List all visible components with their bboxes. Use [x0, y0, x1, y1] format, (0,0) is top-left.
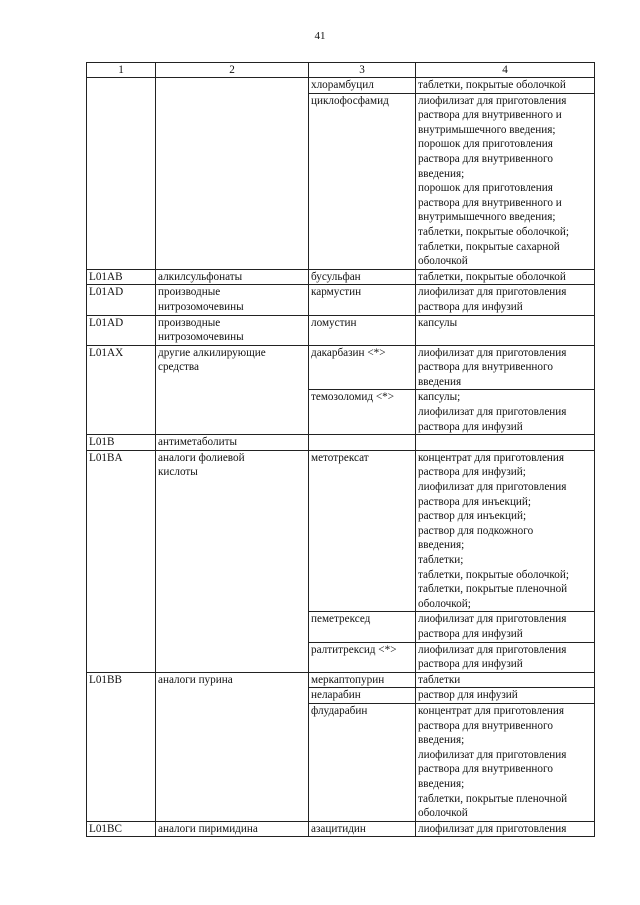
drug-cell	[309, 435, 416, 451]
drug-cell	[309, 269, 416, 285]
dosage-form-line: введения;	[418, 777, 465, 790]
dosage-form-line: концентрат для приготовления	[418, 704, 565, 717]
page-number: 41	[314, 30, 326, 42]
group-line: аналоги пурина	[158, 673, 233, 686]
drug-name: бусульфан	[311, 270, 361, 283]
drug-cell	[309, 688, 416, 704]
drug-name: ломустин	[311, 316, 357, 329]
table-row	[87, 821, 595, 837]
column-header-4: 4	[416, 63, 595, 78]
dosage-form-line: раствора для инфузий;	[418, 466, 526, 479]
drug-name: меркаптопурин	[311, 673, 385, 686]
drug-name: азацитидин	[311, 822, 366, 835]
dosage-form-line: раствора для инфузий	[418, 420, 523, 433]
atc-code-cell	[87, 345, 156, 435]
drug-cell	[309, 345, 416, 390]
drug-name: темозоломид <*>	[311, 391, 395, 404]
table-row	[87, 450, 595, 612]
column-header-1: 1	[87, 63, 156, 78]
dosage-form-line: раствора для внутривенного и	[418, 196, 562, 209]
atc-code-cell	[87, 315, 156, 345]
atc-code: L01AD	[89, 316, 124, 329]
dosage-form-line: внутримышечного введения;	[418, 123, 556, 136]
dosage-form-line: раствора для инфузий	[418, 627, 523, 640]
dosage-form-line: таблетки, покрытые оболочкой	[418, 79, 566, 91]
dosage-form-line: концентрат для приготовления	[418, 451, 565, 464]
drug-name: метотрексат	[311, 451, 369, 464]
dosage-form-line: раствора для внутривенного	[418, 361, 553, 374]
drug-table	[86, 62, 595, 837]
dosage-form-line: раствор для подкожного	[418, 524, 534, 537]
dosage-form-line: порошок для приготовления	[418, 182, 553, 195]
table-row	[87, 285, 595, 315]
dosage-forms-cell	[416, 93, 595, 269]
dosage-form-line: оболочкой	[418, 807, 468, 820]
atc-code-cell	[87, 821, 156, 837]
dosage-forms-cell	[416, 642, 595, 672]
dosage-form-line: лиофилизат для приготовления	[418, 286, 567, 299]
dosage-forms-cell	[416, 703, 595, 821]
dosage-form-line: раствор для инъекций;	[418, 510, 527, 523]
drug-name: циклофосфамид	[311, 94, 389, 107]
dosage-forms-cell	[416, 315, 595, 345]
drug-cell	[309, 642, 416, 672]
dosage-form-line: лиофилизат для приготовления	[418, 406, 567, 419]
drug-cell	[309, 285, 416, 315]
drug-cell	[309, 93, 416, 269]
column-header-2: 2	[156, 63, 309, 78]
group-cell	[156, 672, 309, 821]
atc-code-cell	[87, 285, 156, 315]
dosage-forms-cell	[416, 688, 595, 704]
group-cell	[156, 450, 309, 672]
drug-cell	[309, 450, 416, 612]
group-line: средства	[158, 361, 200, 374]
group-line: нитрозомочевины	[158, 300, 244, 313]
dosage-form-line: раствора для внутривенного	[418, 719, 553, 732]
drug-name: неларабин	[311, 689, 361, 702]
dosage-form-line: оболочкой	[418, 255, 468, 268]
drug-cell	[309, 78, 416, 94]
group-cell	[156, 345, 309, 435]
drug-name: кармустин	[311, 286, 362, 299]
dosage-forms-cell	[416, 612, 595, 642]
group-line: кислоты	[158, 466, 198, 479]
drug-name: хлорамбуцил	[311, 79, 374, 91]
dosage-forms-cell	[416, 285, 595, 315]
atc-code: L01BC	[89, 822, 122, 835]
group-cell	[156, 285, 309, 315]
dosage-forms-cell	[416, 390, 595, 435]
dosage-forms-cell	[416, 435, 595, 451]
group-cell	[156, 821, 309, 837]
dosage-form-line: лиофилизат для приготовления	[418, 94, 567, 107]
dosage-form-line: лиофилизат для приготовления	[418, 643, 567, 656]
dosage-form-line: раствора для инфузий	[418, 658, 523, 671]
dosage-form-line: порошок для приготовления	[418, 138, 553, 151]
table-row	[87, 315, 595, 345]
dosage-form-line: лиофилизат для приготовления	[418, 748, 567, 761]
header-row	[87, 63, 595, 78]
group-line: аналоги фолиевой	[158, 451, 245, 464]
dosage-form-line: оболочкой;	[418, 597, 471, 610]
dosage-form-line: раствора для внутривенного	[418, 152, 553, 165]
group-line: алкилсульфонаты	[158, 270, 243, 283]
atc-code-cell	[87, 450, 156, 672]
dosage-forms-cell	[416, 821, 595, 837]
dosage-forms-cell	[416, 269, 595, 285]
dosage-forms-cell	[416, 672, 595, 688]
dosage-form-line: таблетки, покрытые пленочной	[418, 792, 568, 805]
dosage-form-line: таблетки, покрытые сахарной	[418, 240, 560, 253]
dosage-form-line: таблетки	[418, 673, 461, 686]
table-row	[87, 269, 595, 285]
drug-cell	[309, 703, 416, 821]
drug-cell	[309, 612, 416, 642]
dosage-form-line: введения;	[418, 734, 465, 747]
drug-name: пеметрексед	[311, 613, 371, 626]
atc-code: L01AX	[89, 346, 124, 359]
drug-name: ралтитрексид <*>	[311, 643, 397, 656]
dosage-form-line: лиофилизат для приготовления	[418, 346, 567, 359]
table-row	[87, 345, 595, 390]
column-header-3: 3	[309, 63, 416, 78]
group-line: нитрозомочевины	[158, 331, 244, 344]
atc-code-cell	[87, 78, 156, 270]
table-row	[87, 435, 595, 451]
group-cell	[156, 315, 309, 345]
table-body	[87, 78, 595, 837]
dosage-form-line: таблетки, покрытые оболочкой;	[418, 225, 569, 238]
drug-cell	[309, 821, 416, 837]
dosage-form-line: таблетки, покрытые пленочной	[418, 583, 568, 596]
table-row	[87, 78, 595, 94]
atc-code-cell	[87, 672, 156, 821]
dosage-forms-cell	[416, 345, 595, 390]
dosage-form-line: раствора для внутривенного	[418, 763, 553, 776]
group-line: производные	[158, 286, 221, 299]
dosage-forms-cell	[416, 450, 595, 612]
group-line: антиметаболиты	[158, 436, 237, 449]
dosage-form-line: лиофилизат для приготовления	[418, 822, 567, 835]
dosage-form-line: внутримышечного введения;	[418, 211, 556, 224]
drug-cell	[309, 390, 416, 435]
drug-name: дакарбазин <*>	[311, 346, 386, 359]
atc-code: L01AD	[89, 286, 124, 299]
dosage-form-line: введения;	[418, 539, 465, 552]
table-row	[87, 672, 595, 688]
group-cell	[156, 269, 309, 285]
dosage-form-line: капсулы	[418, 316, 458, 329]
drug-name: флударабин	[311, 704, 368, 717]
empty-line	[418, 435, 592, 450]
dosage-form-line: лиофилизат для приготовления	[418, 613, 567, 626]
dosage-form-line: раствора для инъекций;	[418, 495, 532, 508]
atc-code: L01AB	[89, 270, 123, 283]
atc-code: L01B	[89, 436, 115, 449]
dosage-form-line: таблетки, покрытые оболочкой	[418, 270, 566, 283]
dosage-form-line: введения;	[418, 167, 465, 180]
group-cell	[156, 78, 309, 270]
dosage-form-line: введения	[418, 375, 462, 388]
dosage-form-line: раствор для инфузий	[418, 689, 518, 702]
dosage-form-line: раствора для внутривенного и	[418, 109, 562, 122]
dosage-form-line: капсулы;	[418, 391, 461, 404]
group-cell	[156, 435, 309, 451]
dosage-form-line: таблетки, покрытые оболочкой;	[418, 568, 569, 581]
dosage-form-line: таблетки;	[418, 554, 464, 566]
group-line: производные	[158, 316, 221, 329]
dosage-form-line: раствора для инфузий	[418, 300, 523, 313]
drug-cell	[309, 315, 416, 345]
group-line: аналоги пиримидина	[158, 822, 258, 835]
atc-code: L01BA	[89, 451, 123, 464]
group-line: другие алкилирующие	[158, 346, 266, 359]
atc-code: L01BB	[89, 673, 122, 686]
atc-code-cell	[87, 269, 156, 285]
atc-code-cell	[87, 435, 156, 451]
dosage-form-line: лиофилизат для приготовления	[418, 481, 567, 494]
drug-cell	[309, 672, 416, 688]
dosage-forms-cell	[416, 78, 595, 94]
